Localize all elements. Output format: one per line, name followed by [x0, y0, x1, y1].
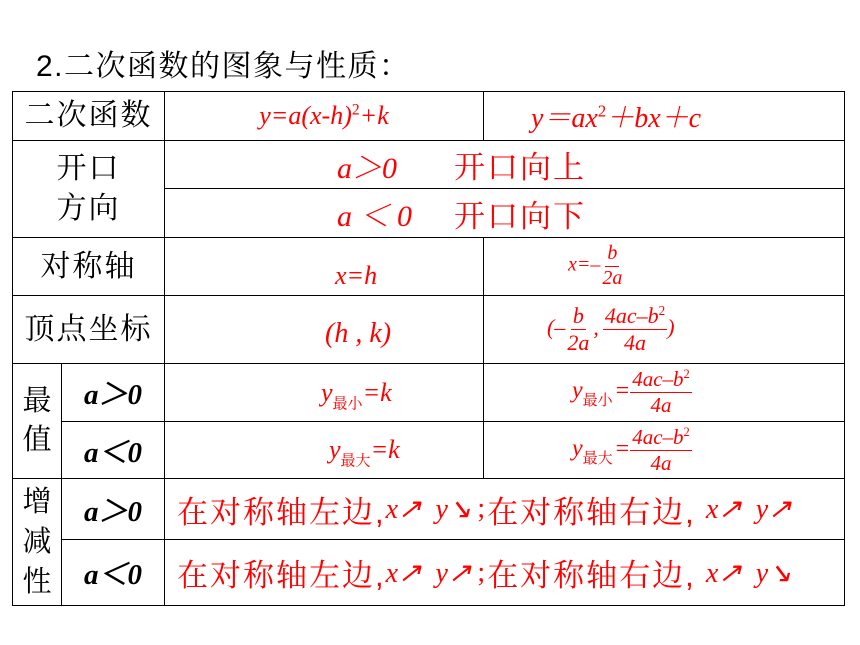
header-label: 二次函数 — [24, 99, 153, 132]
mono-neg-right-x: x↗ — [705, 557, 742, 589]
axis-vertex-form-cell — [165, 238, 484, 296]
axis-fraction-numerator: b — [605, 243, 619, 267]
mono-neg-left-x: x↗ — [385, 557, 422, 589]
min-gf-numerator-base: 4ac–b — [632, 367, 684, 392]
max-value-vertex-form — [329, 435, 400, 470]
opening-negative-text: 开口向下 — [454, 198, 586, 234]
axis-label-cell — [13, 238, 165, 296]
header-vertex-form-cell — [165, 92, 484, 141]
header-general-form-cell — [484, 92, 845, 141]
min-var: y — [321, 377, 333, 407]
mono-neg-right-label: 在对称轴右边, — [487, 558, 696, 593]
max-gf-numerator-exponent: 2 — [683, 425, 690, 440]
max-subscript: 最大 — [340, 452, 371, 470]
axis-fraction-denominator: 2a — [602, 267, 623, 289]
extreme-negative-vertex-form-cell — [165, 422, 484, 479]
extreme-label-cell — [13, 364, 62, 479]
axis-label: 对称轴 — [40, 249, 137, 283]
min-rhs: =k — [362, 377, 392, 407]
extreme-negative-general-form-cell — [484, 422, 845, 479]
min-gf-var: y — [572, 378, 583, 405]
max-gf-fraction — [630, 426, 692, 474]
vertex-form-base: y=a(x-h) — [259, 101, 352, 130]
vertex-y-numerator-exponent: 2 — [658, 303, 666, 319]
vertex-x-numerator: b — [572, 303, 584, 329]
opening-label-cell — [13, 141, 165, 238]
opening-positive-cell — [165, 141, 845, 189]
monotonicity-label-char-1: 增 — [22, 486, 52, 518]
vertex-separator: , — [593, 314, 599, 340]
mono-neg-left-label: 在对称轴左边, — [177, 558, 386, 593]
min-gf-denominator: 4a — [650, 393, 672, 417]
vertex-label-cell — [13, 296, 165, 364]
vertex-close-paren: ) — [667, 314, 675, 340]
vertex-form-exponent: 2 — [351, 101, 360, 119]
vertex-general-form-formula — [547, 304, 675, 355]
extreme-label-char-1: 最 — [22, 385, 52, 417]
min-value-general-form — [572, 368, 692, 416]
mono-neg-right-y: y↘ — [755, 557, 792, 589]
opening-negative-cell — [165, 189, 845, 238]
extreme-positive-condition-cell — [62, 364, 165, 422]
extreme-positive-general-form-cell — [484, 364, 845, 422]
monotonicity-positive-cell — [165, 479, 845, 540]
max-var: y — [329, 435, 341, 464]
general-form-tail: ＋bx＋c — [606, 103, 702, 134]
min-subscript: 最小 — [332, 395, 363, 412]
max-gf-denominator: 4a — [650, 450, 672, 475]
vertex-form-formula — [259, 101, 389, 131]
vertex-general-form-cell — [484, 296, 845, 364]
extreme-positive-condition: a＞0 — [83, 379, 142, 411]
extreme-positive-vertex-form-cell — [165, 364, 484, 422]
vertex-y-fraction — [603, 304, 667, 355]
min-gf-numerator-exponent: 2 — [683, 367, 690, 382]
mono-pos-left-x: x↗ — [385, 494, 422, 525]
min-gf-fraction — [630, 368, 692, 416]
extreme-negative-condition: a＜0 — [83, 436, 142, 469]
max-gf-var: y — [572, 435, 583, 462]
monotonicity-negative-cell — [165, 540, 845, 606]
axis-fraction — [600, 243, 624, 289]
vertex-x-denominator: 2a — [567, 330, 590, 355]
monotonicity-negative-condition: a＜0 — [83, 559, 142, 591]
mono-pos-right-label: 在对称轴右边, — [487, 494, 696, 530]
mono-pos-separator: ; — [477, 493, 486, 524]
max-rhs: =k — [370, 435, 400, 464]
max-gf-numerator-base: 4ac–b — [632, 424, 684, 449]
extreme-label-char-2: 值 — [22, 424, 52, 456]
max-gf-equals: = — [615, 435, 630, 462]
min-gf-equals: = — [615, 378, 630, 405]
opening-label-line1: 开口 — [56, 152, 121, 185]
vertex-vertex-form-cell — [165, 296, 484, 364]
vertex-open-paren: (– — [547, 314, 566, 340]
mono-pos-left-label: 在对称轴左边, — [177, 494, 386, 530]
monotonicity-label-cell — [13, 479, 62, 606]
general-form-exponent: 2 — [597, 101, 607, 121]
general-form-base: y＝ax — [531, 103, 598, 134]
axis-general-form-formula — [568, 243, 624, 289]
general-form-formula — [531, 96, 701, 136]
opening-label-line2: 方向 — [56, 192, 121, 225]
header-label-cell — [13, 92, 165, 141]
monotonicity-positive-condition: a＞0 — [83, 495, 142, 528]
extreme-negative-condition-cell — [62, 422, 165, 479]
monotonicity-label-char-3: 性 — [22, 566, 52, 598]
min-gf-subscript: 最小 — [582, 392, 613, 410]
vertex-label: 顶点坐标 — [24, 312, 153, 346]
monotonicity-label-char-2: 减 — [22, 526, 52, 558]
max-value-general-form — [572, 426, 692, 474]
opening-positive-text: 开口向上 — [454, 150, 586, 185]
axis-general-form-cell — [484, 238, 845, 296]
min-value-vertex-form — [321, 377, 392, 412]
vertex-x-fraction — [565, 304, 591, 355]
monotonicity-positive-condition-cell — [62, 479, 165, 540]
vertex-form-tail: +k — [359, 101, 389, 130]
monotonicity-negative-condition-cell — [62, 540, 165, 606]
slide-title: 2.二次函数的图象与性质： — [36, 50, 411, 83]
mono-pos-right-x: x↗ — [705, 494, 742, 525]
max-gf-subscript: 最大 — [582, 450, 613, 468]
mono-pos-left-y: y↘ — [435, 494, 472, 525]
vertex-y-numerator-base: 4ac–b — [604, 303, 659, 329]
mono-neg-left-y: y↗ — [435, 557, 472, 589]
mono-pos-right-y: y↗ — [755, 494, 792, 525]
axis-vertex-form-value: x=h — [335, 260, 378, 290]
vertex-vertex-form-value: (h , k) — [325, 317, 392, 349]
axis-general-form-lhs: x=– — [568, 254, 601, 277]
min-gf-numerator — [630, 368, 692, 393]
opening-positive-condition: a＞0 — [337, 151, 397, 185]
vertex-y-numerator — [603, 304, 667, 330]
mono-neg-separator: ; — [477, 556, 486, 588]
quadratic-properties-table — [12, 91, 845, 606]
max-gf-numerator — [630, 426, 692, 451]
opening-negative-condition: a ＜ 0 — [337, 200, 412, 233]
vertex-y-denominator: 4a — [624, 330, 646, 355]
